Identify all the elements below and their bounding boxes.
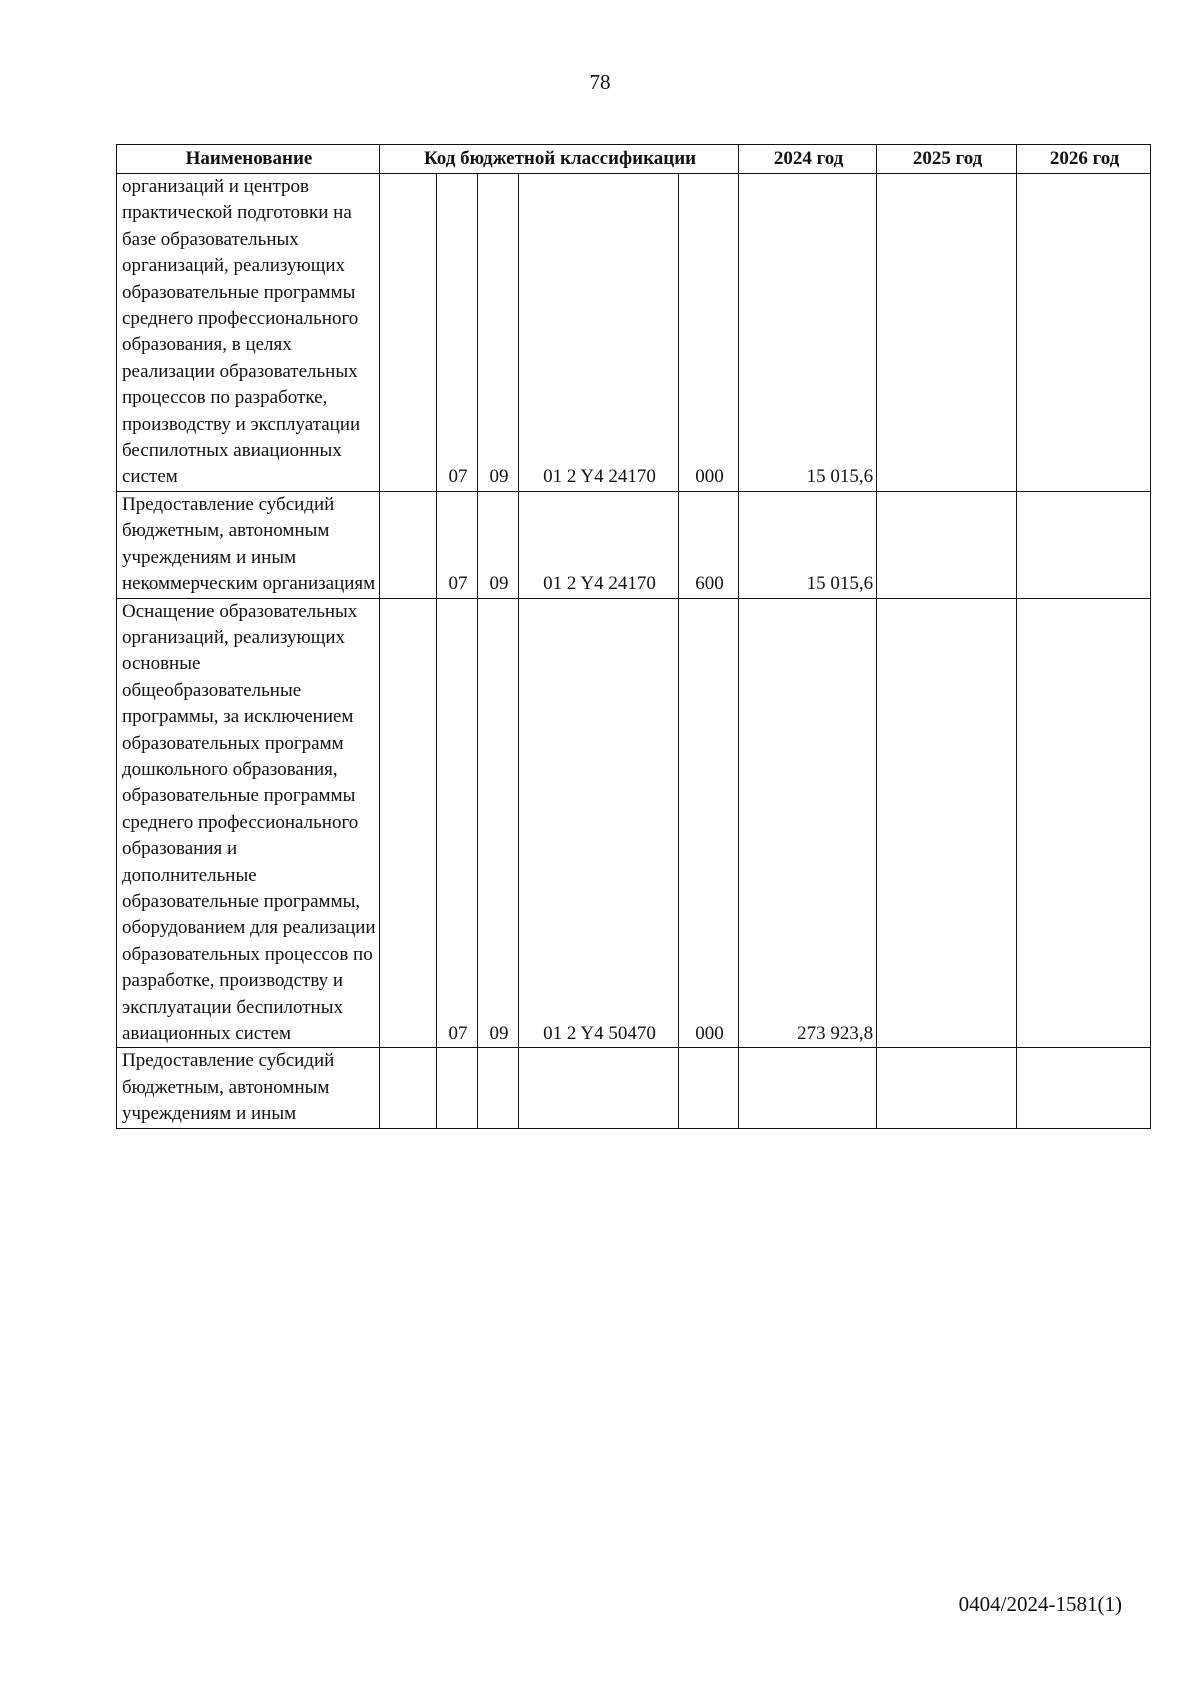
row-type: 600 (679, 491, 739, 598)
row-spacer (380, 1048, 437, 1128)
row-target: 01 2 Y4 24170 (519, 491, 679, 598)
row-subsection (478, 1048, 519, 1128)
row-spacer (380, 491, 437, 598)
row-type: 000 (679, 174, 739, 492)
row-section: 07 (437, 174, 478, 492)
row-2024: 15 015,6 (739, 174, 877, 492)
row-2026 (1017, 598, 1151, 1048)
header-2024: 2024 год (739, 145, 877, 174)
row-name: Предоставление субсидий бюджетным, автономным учреждениям и иным (117, 1048, 380, 1128)
row-subsection: 09 (478, 174, 519, 492)
table-row (117, 1048, 1151, 1128)
row-2026 (1017, 491, 1151, 598)
row-2026 (1017, 174, 1151, 492)
row-target (519, 1048, 679, 1128)
row-name: Оснащение образовательных организаций, реализующих основные общеобразовательные программы, за исключением образовательных программ дошкольного образования, образовательные программы среднего профессионального образования и дополнительные образовательные программы, оборудованием для реализации образовательных процессов по разработке, производству и эксплуатации беспилотных авиационных систем (117, 598, 380, 1048)
header-code: Код бюджетной классификации (380, 145, 739, 174)
row-2024 (739, 1048, 877, 1128)
row-name: Предоставление субсидий бюджетным, автономным учреждениям и иным некоммерческим организациям (117, 491, 380, 598)
header-2025: 2025 год (877, 145, 1017, 174)
row-spacer (380, 174, 437, 492)
table-header-row (117, 145, 1151, 174)
row-2025 (877, 174, 1017, 492)
row-section (437, 1048, 478, 1128)
row-2025 (877, 491, 1017, 598)
row-2026 (1017, 1048, 1151, 1128)
row-name: организаций и центров практической подготовки на базе образовательных организаций, реализующих образовательные программы среднего профессионального образования, в целях реализации образовательных процессов по разработке, производству и эксплуатации беспилотных авиационных систем (117, 174, 380, 492)
row-target: 01 2 Y4 50470 (519, 598, 679, 1048)
budget-table (116, 144, 1151, 1129)
row-2024: 15 015,6 (739, 491, 877, 598)
row-2024: 273 923,8 (739, 598, 877, 1048)
row-spacer (380, 598, 437, 1048)
row-section: 07 (437, 491, 478, 598)
row-target: 01 2 Y4 24170 (519, 174, 679, 492)
row-section: 07 (437, 598, 478, 1048)
row-subsection: 09 (478, 491, 519, 598)
page-number: 78 (589, 70, 611, 94)
table-row (117, 174, 1151, 492)
header-name: Наименование (117, 145, 380, 174)
header-2026: 2026 год (1017, 145, 1151, 174)
row-2025 (877, 598, 1017, 1048)
table-row (117, 491, 1151, 598)
row-type (679, 1048, 739, 1128)
row-2025 (877, 1048, 1017, 1128)
row-subsection: 09 (478, 598, 519, 1048)
row-type: 000 (679, 598, 739, 1048)
document-code: 0404/2024-1581(1) (958, 1592, 1122, 1616)
table-row (117, 598, 1151, 1048)
